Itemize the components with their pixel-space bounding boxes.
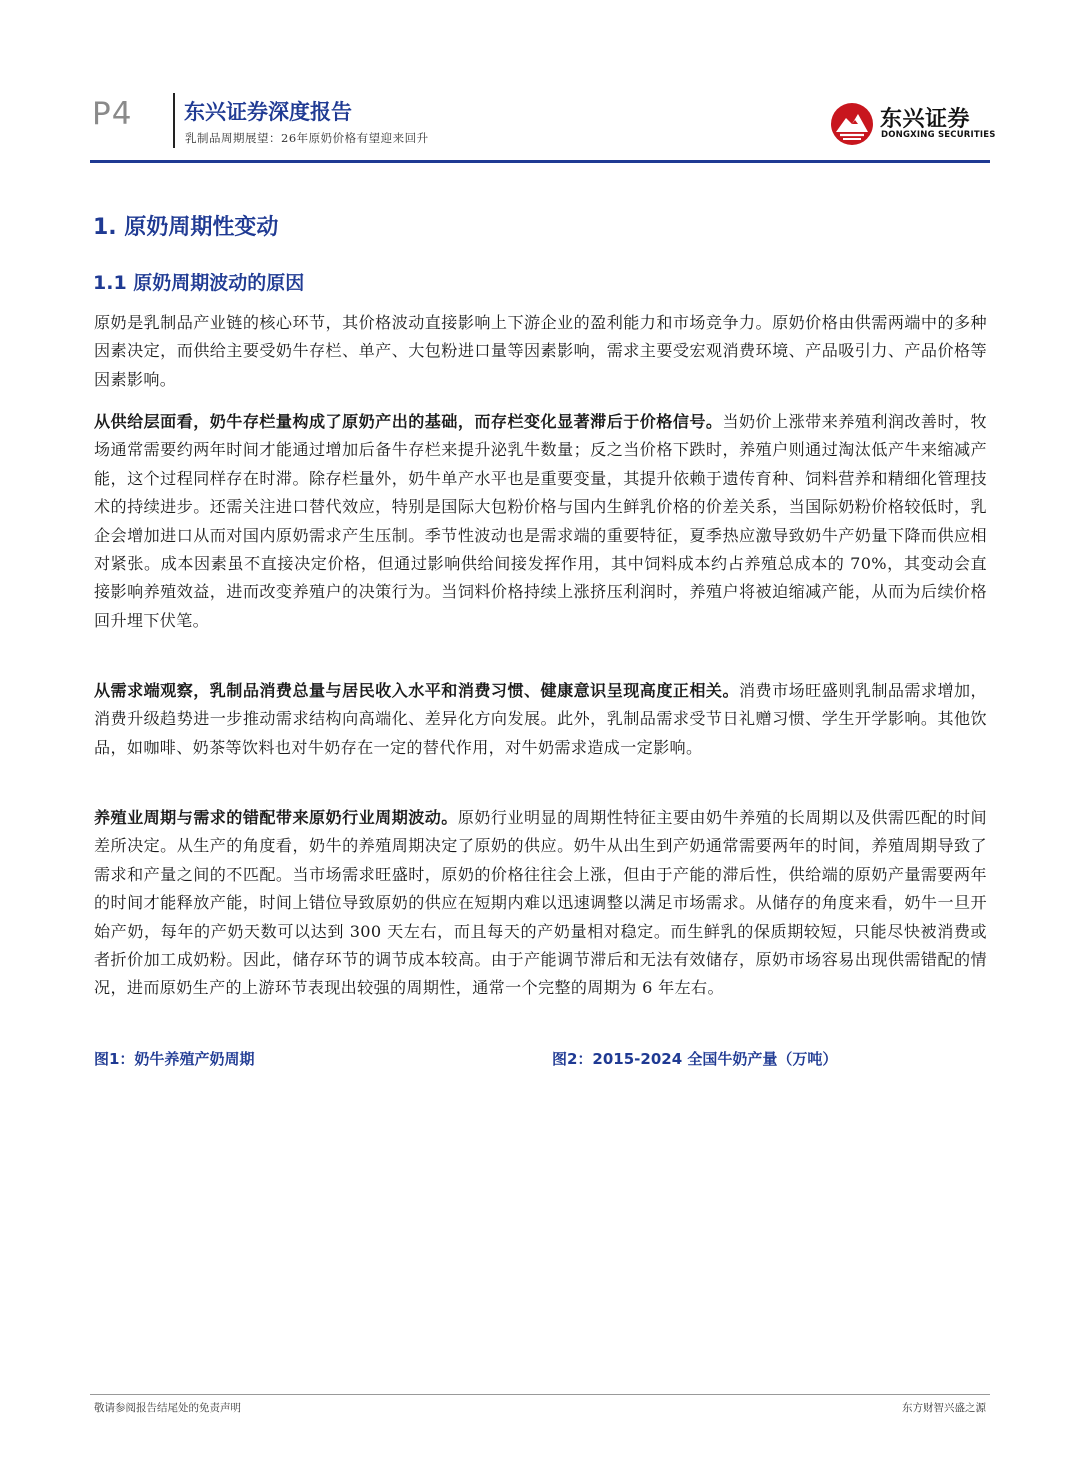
paragraph-lead: 养殖业周期与需求的错配带来原奶行业周期波动。 [94, 808, 458, 827]
footer-disclaimer: 敬请参阅报告结尾处的免责声明 [94, 1402, 241, 1414]
report-title: 东兴证券深度报告 [184, 100, 352, 124]
section-heading: 1. 原奶周期性变动 [93, 215, 279, 240]
paragraph-lead: 从需求端观察，乳制品消费总量与居民收入水平和消费习惯、健康意识呈现高度正相关。 [94, 681, 740, 700]
paragraph-text: 原奶是乳制品产业链的核心环节，其价格波动直接影响上下游企业的盈利能力和市场竞争力。原奶价格由供需两端中的多种因素决定，而供给主要受奶牛存栏、单产、大包粉进口量等因素影响，需求主要受宏观消费环境、产品吸引力、产品价格等因素影响。 [94, 313, 987, 389]
figure-2-caption: 图2：2015-2024 全国牛奶产量（万吨） [552, 1050, 838, 1068]
header-rule [90, 160, 990, 163]
footer-slogan: 东方财智兴盛之源 [902, 1402, 986, 1414]
paragraph-text: 消费市场旺盛则乳制品需求增加，消费升级趋势进一步推动需求结构向高端化、差异化方向发展。此外，乳制品需求受节日礼赠习惯、学生开学影响。其他饮品，如咖啡、奶茶等饮料也对牛奶存在一定的替代作用，对牛奶需求造成一定影响。 [94, 681, 988, 757]
figure-1-caption: 图1：奶牛养殖产奶周期 [94, 1050, 255, 1068]
logo-text-cn: 东兴证券 [880, 107, 971, 132]
paragraph-cycle [94, 804, 987, 1003]
company-logo [830, 100, 996, 148]
paragraph-intro [94, 309, 987, 394]
header-divider [173, 93, 175, 148]
page-number: P4 [92, 96, 133, 132]
paragraph-text: 当奶价上涨带来养殖利润改善时，牧场通常需要约两年时间才能通过增加后备牛存栏来提升泌乳牛数量；反之当价格下跌时，养殖户则通过淘汰低产牛来缩减产能，这个过程同样存在时滞。除存栏量外，奶牛单产水平也是重要变量，其提升依赖于遗传育种、饲料营养和精细化管理技术的持续进步。还需关注进口替代效应，特别是国际大包粉价格与国内生鲜乳价格的价差关系，当国际奶粉价格较低时，乳企会增加进口从而对国内原奶需求产生压制。季节性波动也是需求端的重要特征，夏季热应激导致奶牛产奶量下降而供应相对紧张。成本因素虽不直接决定价格，但通过影响供给间接发挥作用，其中饲料成本约占养殖总成本的 70%，其变动会直接影响养殖效益，进而改变养殖户的决策行为。当饲料价格持续上涨挤压利润时，养殖户将被迫缩减产能，从而为后续价格回升埋下伏笔。 [94, 412, 987, 630]
report-header [0, 0, 1080, 165]
paragraph-text: 原奶行业明显的周期性特征主要由奶牛养殖的长周期以及供需匹配的时间差所决定。从生产的角度看，奶牛的养殖周期决定了原奶的供应。奶牛从出生到产奶通常需要两年的时间，养殖周期导致了需求和产量之间的不匹配。当市场需求旺盛时，原奶的价格往往会上涨，但由于产能的滞后性，供给端的原奶产量需要两年的时间才能释放产能，时间上错位导致原奶的供应在短期内难以迅速调整以满足市场需求。从储存的角度来看，奶牛一旦开始产奶，每年的产奶天数可以达到 300 天左右，而且每天的产奶量相对稳定。而生鲜乳的保质期较短，只能尽快被消费或者折价加工成奶粉。因此，储存环节的调节成本较高。由于产能调节滞后和无法有效储存，原奶市场容易出现供需错配的情况，进而原奶生产的上游环节表现出较强的周期性，通常一个完整的周期为 6 年左右。 [94, 808, 988, 998]
paragraph-lead: 从供给层面看，奶牛存栏量构成了原奶产出的基础，而存栏变化显著滞后于价格信号。 [94, 412, 723, 431]
report-subtitle: 乳制品周期展望：26年原奶价格有望迎来回升 [185, 131, 429, 145]
subsection-heading: 1.1 原奶周期波动的原因 [93, 272, 305, 294]
logo-text-en: DONGXING SECURITIES [881, 130, 996, 140]
footer-rule [90, 1394, 990, 1395]
paragraph-demand [94, 677, 987, 762]
dongxing-logo-icon [830, 102, 874, 146]
paragraph-supply [94, 408, 987, 635]
